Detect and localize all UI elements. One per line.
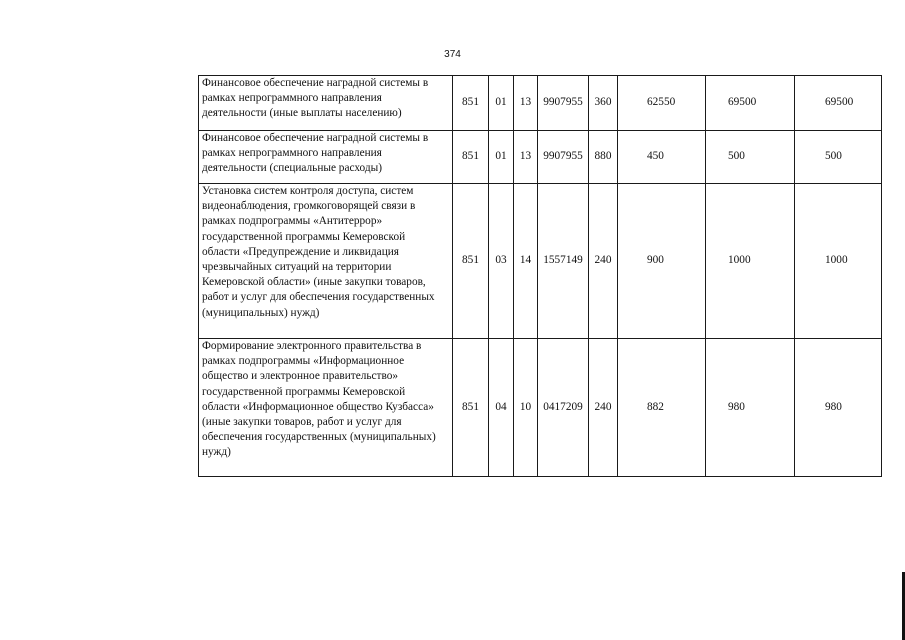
cell-pr: 10 [514, 339, 538, 477]
table-row [199, 184, 882, 339]
cell-csr: 9907955 [538, 131, 589, 184]
cell-csr: 9907955 [538, 76, 589, 131]
cell-pr: 13 [514, 76, 538, 131]
cell-vr: 240 [589, 184, 618, 339]
table-row [199, 131, 882, 184]
cell-csr: 1557149 [538, 184, 589, 339]
cell-rz: 04 [489, 339, 514, 477]
cell-vr: 240 [589, 339, 618, 477]
cell-ved: 851 [453, 131, 489, 184]
cell-ved: 851 [453, 184, 489, 339]
cell-sum-year2: 500 [706, 131, 795, 184]
cell-pr: 13 [514, 131, 538, 184]
page-number: 374 [444, 49, 461, 60]
cell-sum-year3: 69500 [795, 76, 882, 131]
cell-sum-year1: 62550 [618, 76, 706, 131]
cell-rz: 03 [489, 184, 514, 339]
cell-sum-year2: 1000 [706, 184, 795, 339]
cell-vr: 880 [589, 131, 618, 184]
budget-table [198, 75, 882, 477]
cell-rz: 01 [489, 131, 514, 184]
budget-table-container [198, 75, 882, 477]
row-description: Формирование электронного правительства в рамках подпрограммы «Информационное общество и электронное правительство» государственной программы Кемеровской области «Информационное общество Кузбасса» (иные закупки товаров, работ и услуг для обеспечения государственных (муниципальных) нужд) [199, 339, 453, 477]
cell-csr: 0417209 [538, 339, 589, 477]
cell-sum-year2: 980 [706, 339, 795, 477]
cell-sum-year1: 882 [618, 339, 706, 477]
cell-pr: 14 [514, 184, 538, 339]
cell-sum-year3: 500 [795, 131, 882, 184]
cell-sum-year2: 69500 [706, 76, 795, 131]
row-description: Финансовое обеспечение наградной системы в рамках непрограммного направления деятельности (иные выплаты населению) [199, 76, 453, 131]
cell-vr: 360 [589, 76, 618, 131]
cell-rz: 01 [489, 76, 514, 131]
cell-sum-year3: 980 [795, 339, 882, 477]
cell-sum-year1: 900 [618, 184, 706, 339]
cell-sum-year3: 1000 [795, 184, 882, 339]
cell-ved: 851 [453, 339, 489, 477]
cell-ved: 851 [453, 76, 489, 131]
table-row [199, 76, 882, 131]
row-description: Финансовое обеспечение наградной системы в рамках непрограммного направления деятельности (специальные расходы) [199, 131, 453, 184]
table-row [199, 339, 882, 477]
row-description: Установка систем контроля доступа, систем видеонаблюдения, громкоговорящей связи в рамках подпрограммы «Антитеррор» государственной программы Кемеровской области «Предупреждение и ликвидация чрезвычайных ситуаций на территории Кемеровской области» (иные закупки товаров, работ и услуг для обеспечения государственных (муниципальных) нужд) [199, 184, 453, 339]
cell-sum-year1: 450 [618, 131, 706, 184]
